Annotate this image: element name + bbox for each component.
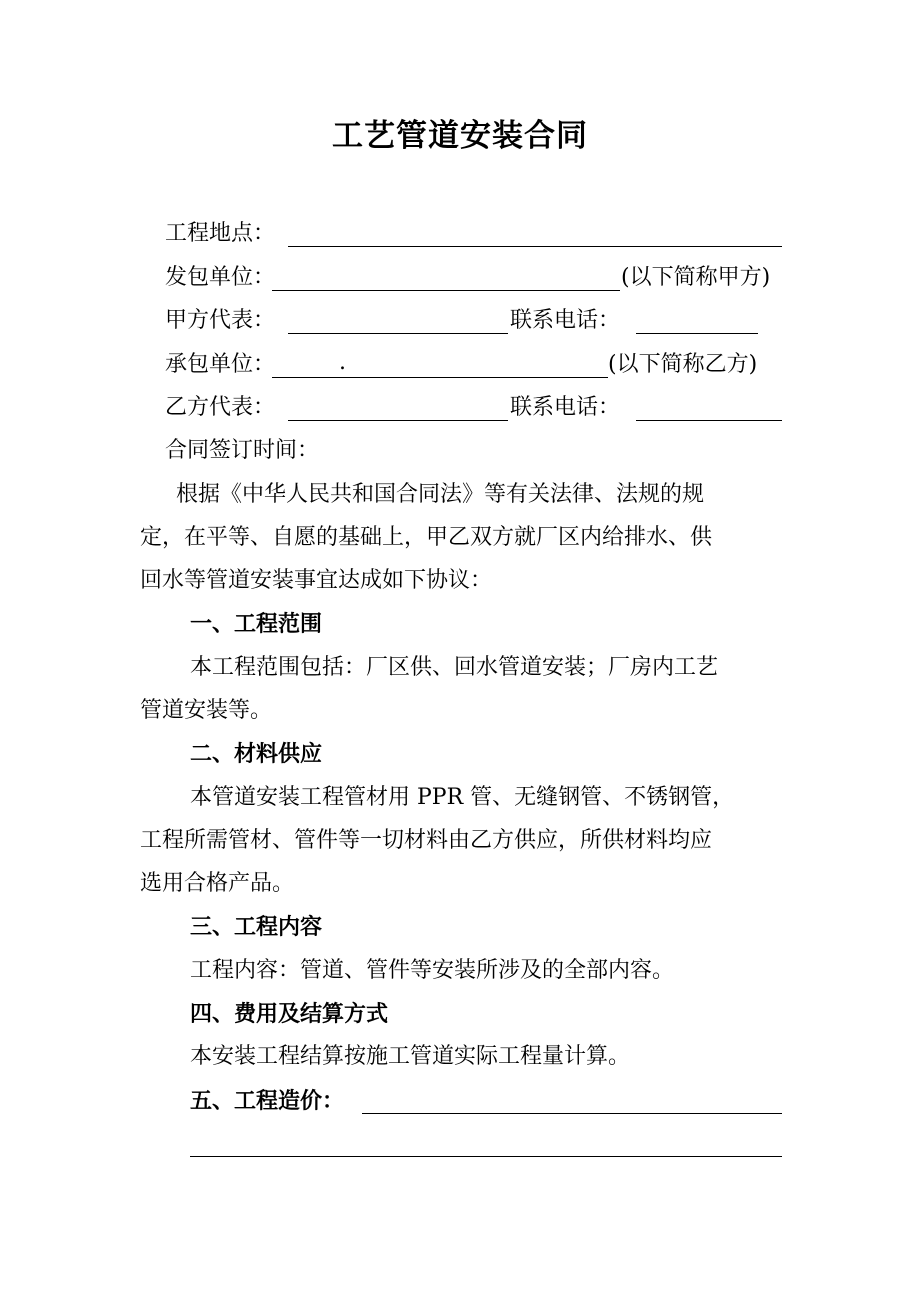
project-cost-blank-1 — [362, 1113, 782, 1114]
contractor-unit-label: 发包单位： — [165, 265, 276, 290]
section-5-heading: 五、工程造价： — [190, 1088, 345, 1114]
section-4-line-1: 本安装工程结算按施工管道实际工程量计算。 — [190, 1044, 631, 1069]
intro-line-2: 定，在平等、自愿的基础上，甲乙双方就厂区内给排水、供 — [140, 525, 713, 550]
party-b-rep-label: 乙方代表： — [165, 395, 276, 420]
party-a-rep-label: 甲方代表： — [165, 308, 276, 333]
project-location-label: 工程地点： — [165, 221, 276, 246]
party-a-note: (以下简称甲方) — [621, 265, 771, 290]
contracted-unit-dot: . — [339, 350, 346, 375]
party-b-rep-blank — [288, 420, 508, 421]
party-b-note: (以下简称乙方) — [608, 352, 758, 377]
party-a-phone-label: 联系电话： — [510, 308, 621, 333]
section-3-heading: 三、工程内容 — [190, 914, 323, 940]
section-2-line-3: 选用合格产品。 — [140, 871, 295, 896]
party-b-phone-label: 联系电话： — [510, 395, 621, 420]
section-1-line-2: 管道安装等。 — [140, 698, 273, 723]
project-cost-blank-2 — [190, 1156, 782, 1157]
section-4-heading: 四、费用及结算方式 — [190, 1001, 389, 1027]
contractor-unit-blank — [272, 290, 620, 291]
party-a-phone-blank — [636, 333, 758, 334]
contracted-unit-blank — [272, 377, 608, 378]
project-location-blank — [288, 246, 782, 247]
section-3-line-1: 工程内容：管道、管件等安装所涉及的全部内容。 — [190, 958, 675, 983]
section-2-heading: 二、材料供应 — [190, 741, 323, 767]
document-title: 工艺管道安装合同 — [332, 118, 588, 154]
section-2-line-1: 本管道安装工程管材用 PPR 管、无缝钢管、不锈钢管， — [190, 785, 735, 810]
party-a-rep-blank — [288, 333, 508, 334]
sign-time-label: 合同签订时间： — [165, 438, 320, 463]
section-2-line-2: 工程所需管材、管件等一切材料由乙方供应，所供材料均应 — [140, 828, 713, 853]
intro-line-3: 回水等管道安装事宜达成如下协议： — [140, 568, 493, 593]
party-b-phone-blank — [636, 420, 782, 421]
section-1-heading: 一、工程范围 — [190, 611, 323, 637]
intro-line-1: 根据《中华人民共和国合同法》等有关法律、法规的规 — [176, 482, 705, 507]
contracted-unit-label: 承包单位： — [165, 352, 276, 377]
section-1-line-1: 本工程范围包括：厂区供、回水管道安装；厂房内工艺 — [190, 655, 719, 680]
